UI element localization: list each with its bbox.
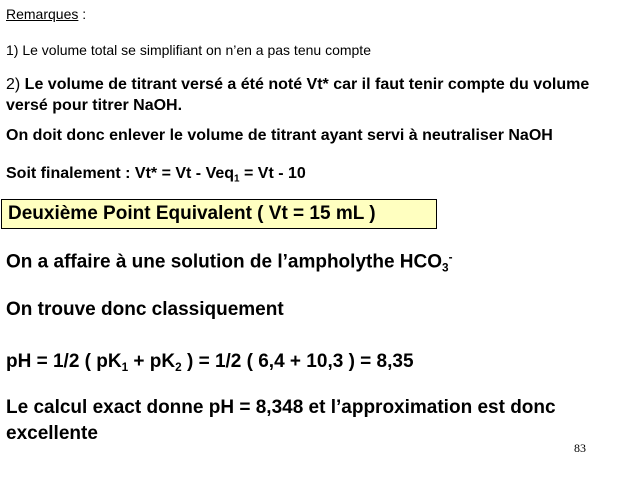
remark-3: On doit donc enlever le volume de titrant ayant servi à neutraliser NaOH (6, 127, 553, 144)
remark-2 (6, 74, 606, 116)
final-volume-equation (6, 165, 306, 184)
remarks-heading-suffix: : (78, 6, 87, 22)
second-equivalence-point-title: Deuxième Point Equivalent ( Vt = 15 mL ) (8, 203, 376, 224)
ampholyte-statement (6, 251, 452, 275)
ampholyte-statement-text: On a affaire à une solution de l’ampholythe HCO (6, 251, 443, 273)
exact-calculation-note: Le calcul exact donne pH = 8,348 et l’approximation est donc excellente (6, 397, 556, 444)
ampholyte-subscript: 3 (442, 261, 449, 275)
page-number: 83 (574, 441, 586, 455)
ampholyte-charge: - (448, 251, 453, 264)
final-volume-equation-subscript: 1 (234, 173, 240, 185)
second-equivalence-point-box (1, 199, 437, 229)
classical-statement: On trouve donc classiquement (6, 299, 284, 320)
ph-formula-part-b: + pK (128, 351, 176, 372)
remarks-heading (6, 6, 86, 22)
ph-formula-part-a: pH = 1/2 ( pK (6, 351, 122, 372)
remarks-heading-word: Remarques (6, 6, 79, 22)
remark-2-text: Le volume de titrant versé a été noté Vt* car il faut tenir compte du volume versé pour titrer NaOH. (6, 76, 590, 114)
remark-2-prefix: 2) (6, 76, 25, 93)
ph-formula-subscript-1: 1 (121, 361, 129, 375)
remark-1: 1) Le volume total se simplifiant on n’en a pas tenu compte (6, 42, 371, 58)
ph-formula-subscript-2: 2 (175, 361, 182, 375)
final-volume-equation-part-a: Soit finalement : Vt* = Vt - Veq (6, 165, 235, 182)
final-volume-equation-part-b: = Vt - 10 (239, 165, 306, 182)
ph-formula (6, 351, 414, 374)
ph-formula-part-c: ) = 1/2 ( 6,4 + 10,3 ) = 8,35 (181, 351, 414, 372)
